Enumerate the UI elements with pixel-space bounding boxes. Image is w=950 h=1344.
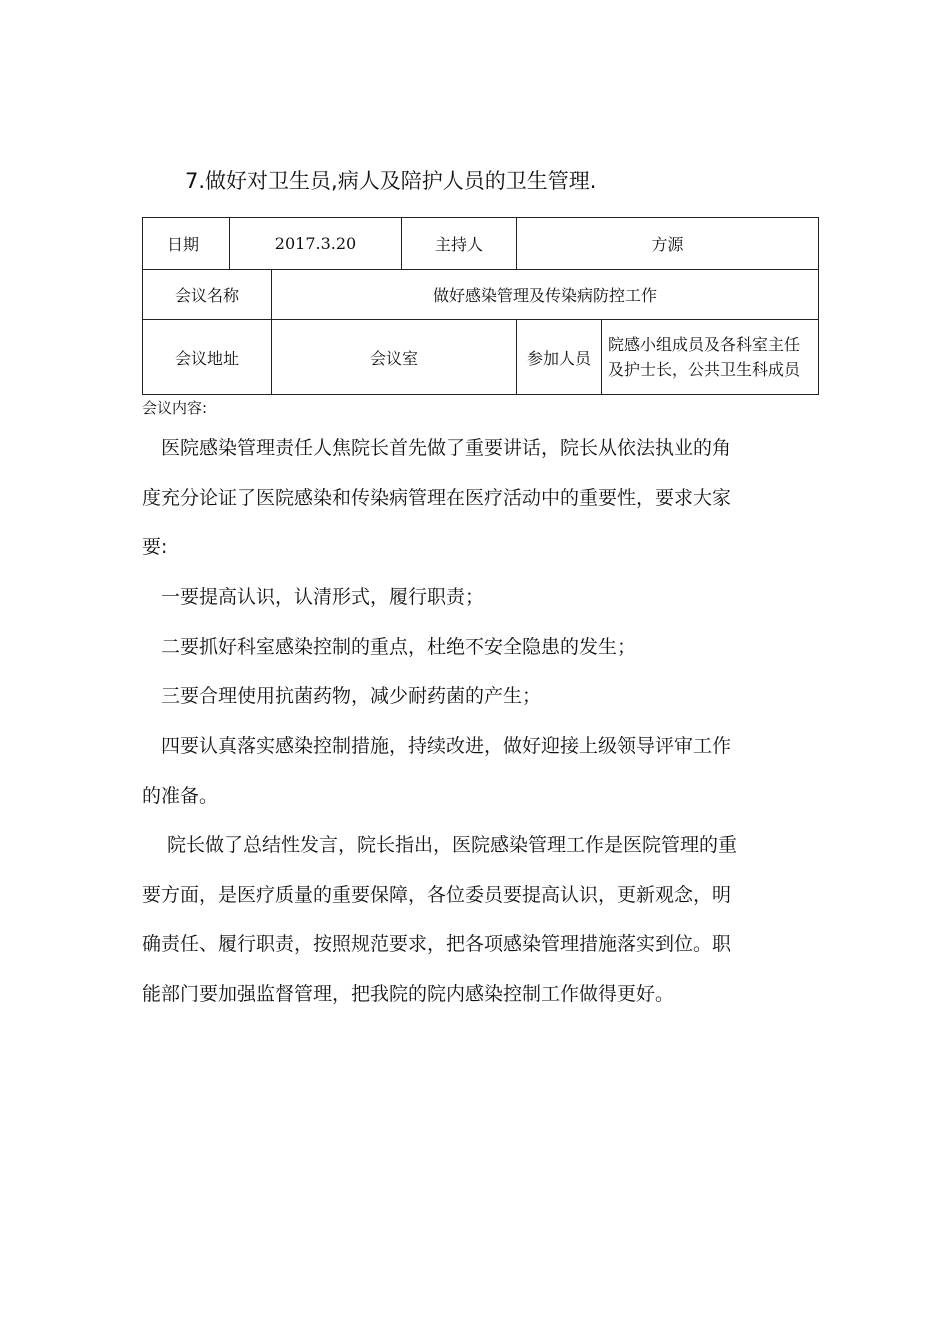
paragraph-line: 确责任、履行职责，按照规范要求，把各项感染管理措施落实到位。职 xyxy=(142,933,732,955)
attendees-line-1: 院感小组成员及各科室主任 xyxy=(608,335,801,354)
paragraph-line: 二要抓好科室感染控制的重点，杜绝不安全隐患的发生； xyxy=(142,636,637,658)
attendees-value xyxy=(602,320,819,395)
paragraph-intro xyxy=(142,424,818,573)
paragraph-line: 医院感染管理责任人焦院长首先做了重要讲话，院长从依法执业的角 xyxy=(142,437,732,459)
location-value: 会议室 xyxy=(272,320,517,395)
date-label: 日期 xyxy=(143,218,230,270)
host-label: 主持人 xyxy=(402,218,517,270)
paragraph-summary xyxy=(142,821,818,1019)
table-row-date-host xyxy=(143,218,819,270)
paragraph-point-3 xyxy=(142,672,818,722)
paragraph-line: 的准备。 xyxy=(142,784,219,807)
host-value: 方源 xyxy=(517,218,819,270)
paragraph-point-1 xyxy=(142,573,818,623)
attendees-line-2: 及护士长，公共卫生科成员 xyxy=(608,360,801,379)
paragraph-line: 四要认真落实感染控制措施，持续改进，做好迎接上级领导评审工作 xyxy=(142,735,732,757)
section-heading: 7.做好对卫生员,病人及陪护人员的卫生管理. xyxy=(185,169,597,193)
meeting-name-label: 会议名称 xyxy=(143,270,272,320)
content-label: 会议内容: xyxy=(142,399,208,417)
paragraph-line: 一要提高认识，认清形式，履行职责； xyxy=(142,586,485,608)
date-value: 2017.3.20 xyxy=(230,218,402,270)
paragraph-line: 要: xyxy=(142,536,168,558)
paragraph-line: 度充分论证了医院感染和传染病管理在医疗活动中的重要性，要求大家 xyxy=(142,486,732,509)
meeting-name-value: 做好感染管理及传染病防控工作 xyxy=(272,270,819,320)
paragraph-line: 能部门要加强监督管理，把我院的院内感染控制工作做得更好。 xyxy=(142,982,675,1005)
paragraph-line: 院长做了总结性发言，院长指出，医院感染管理工作是医院管理的重 xyxy=(142,834,738,856)
table-row-location-attendees xyxy=(143,320,819,395)
paragraph-point-4 xyxy=(142,722,818,821)
table-row-meeting-name xyxy=(143,270,819,320)
paragraph-line: 要方面，是医疗质量的重要保障，各位委员要提高认识，更新观念，明 xyxy=(142,883,732,906)
meeting-info-table xyxy=(142,217,819,395)
attendees-label: 参加人员 xyxy=(517,320,602,395)
paragraph-point-2 xyxy=(142,623,818,673)
paragraph-line: 三要合理使用抗菌药物，减少耐药菌的产生； xyxy=(142,685,542,707)
location-label: 会议地址 xyxy=(143,320,272,395)
